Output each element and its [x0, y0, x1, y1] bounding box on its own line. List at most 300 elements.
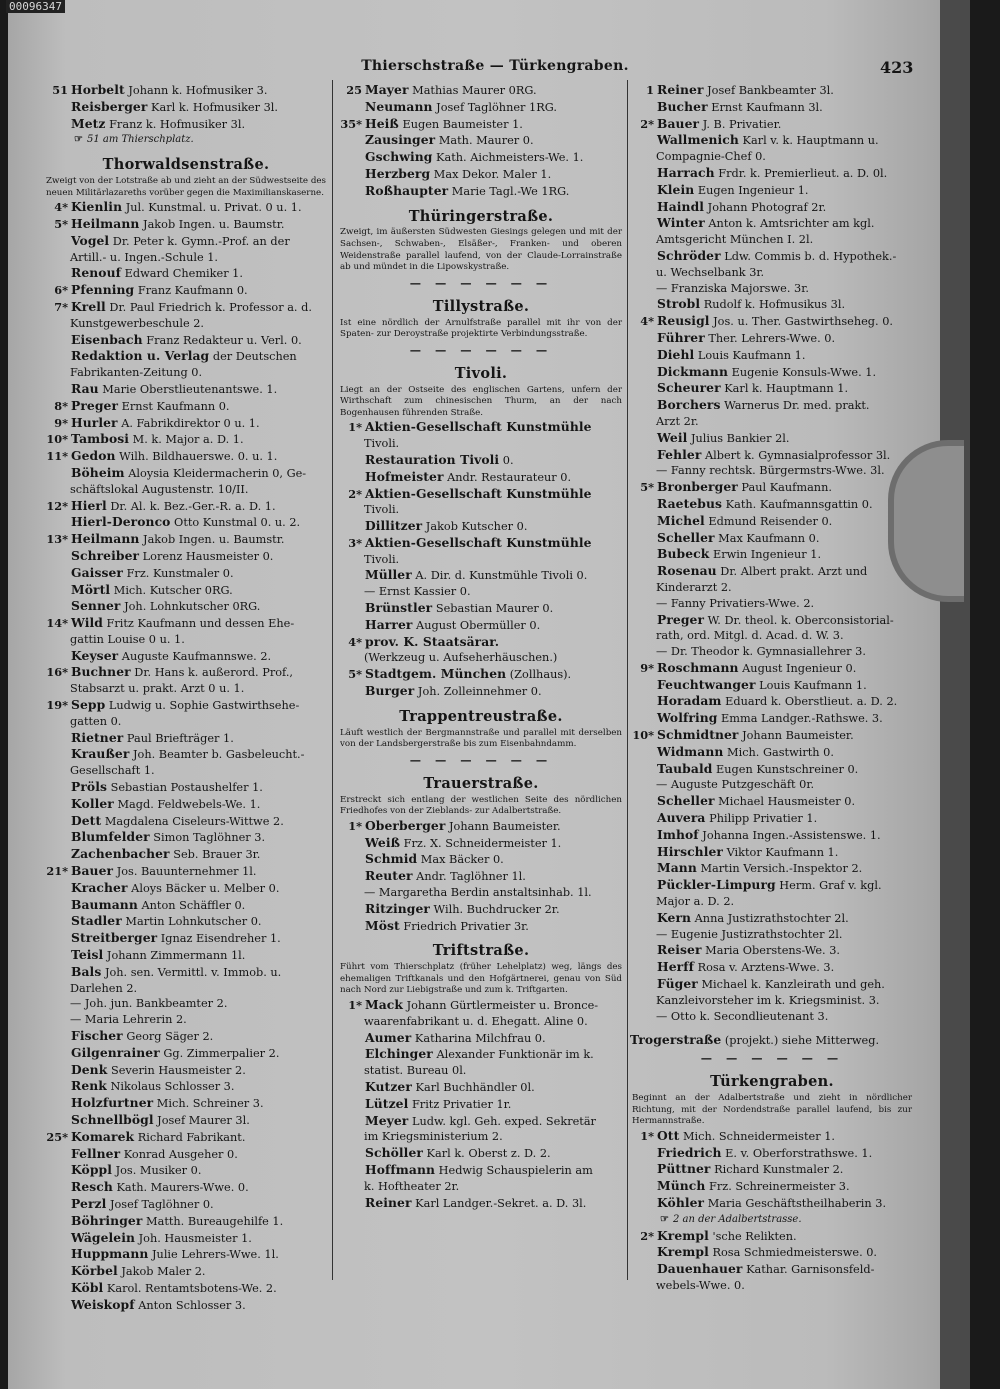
resident-name: Bubeck [657, 546, 710, 562]
directory-entry [338, 851, 624, 868]
resident-name: Neumann [365, 98, 433, 114]
directory-entry [630, 447, 914, 464]
house-number: 19* [46, 698, 68, 713]
street-heading: Trauerstraße. [423, 774, 539, 792]
entry-details: Karl k. Hauptmann 1. [720, 382, 849, 396]
entry-continuation: — Eugenie Justizrathstochter 2l. [656, 927, 843, 941]
entry-details: Wilh. Buchdrucker 2r. [429, 902, 560, 916]
street-heading: Türkengraben. [710, 1073, 834, 1091]
resident-name: Kracher [71, 879, 128, 895]
resident-name: Keyser [71, 647, 119, 663]
entry-details: Sebastian Maurer 0. [432, 602, 554, 616]
resident-name: Aktien-Gesellschaft Kunstmühle [365, 534, 592, 550]
column-divider [332, 80, 333, 1280]
directory-entry [44, 565, 328, 582]
resident-name: Bucher [657, 98, 708, 114]
entry-details: Dr. Albert prakt. Arzt und [716, 565, 868, 579]
directory-entry [44, 648, 328, 665]
resident-name: Krempl [657, 1244, 709, 1260]
entry-details: Ludw. kgl. Geh. exped. Sekretär [408, 1114, 596, 1128]
scan-id-label: 00096347 [6, 0, 65, 13]
resident-name: Feuchtwanger [657, 676, 756, 692]
resident-name: Kraußer [71, 746, 130, 762]
directory-entry [630, 677, 914, 694]
entry-details: Jul. Kunstmal. u. Privat. 0 u. 1. [122, 201, 302, 215]
resident-name: Scheller [657, 529, 715, 545]
entry-details: Hedwig Schauspielerin am [435, 1163, 593, 1177]
entry-details: Jakob Maler 2. [117, 1265, 206, 1279]
page-edge-shadow [940, 0, 970, 1389]
entry-details: Herm. Graf v. kgl. [775, 879, 882, 893]
house-number: 4* [54, 200, 68, 215]
street-heading: Trappentreustraße. [399, 707, 563, 725]
entry-details: Johann Photograf 2r. [704, 200, 827, 214]
resident-name: Brünstler [365, 600, 433, 616]
entry-details: Edward Chemiker 1. [121, 267, 243, 281]
entry-continuation: Kunstgewerbeschule 2. [70, 316, 205, 330]
street-description: Führt vom Thierschplatz (früher Lehelplatz) weg, längs des ehemaligen Triftkanals und den Hofgärtnerei, genau von Süd nach Nord zur Liebigstraße und zum k. Triftgarten. [340, 962, 622, 996]
entry-details: Ernst Kaufmann 0. [118, 399, 230, 413]
entry-details: Gg. Zimmerpalier 2. [159, 1046, 280, 1060]
directory-entry [44, 415, 328, 432]
entry-details: Konrad Ausgeher 0. [120, 1147, 238, 1161]
entry-continuation: — Fanny Privatiers-Wwe. 2. [656, 596, 815, 610]
directory-entry [44, 1028, 328, 1045]
resident-name: Reiser [657, 942, 702, 958]
directory-entry [44, 548, 328, 565]
entry-details: Max Kaufmann 0. [714, 531, 820, 545]
resident-name: Schöller [365, 1145, 423, 1161]
directory-entry [630, 959, 914, 976]
entry-details: Anton Schlosser 3. [134, 1298, 246, 1312]
entry-continuation: (Werkzeug u. Aufseherhäuschen.) [364, 651, 558, 665]
resident-name: Bals [71, 963, 102, 979]
entry-details: Jakob Ingen. u. Baumstr. [139, 533, 285, 547]
house-number: 1* [348, 818, 362, 833]
directory-entry [630, 496, 914, 513]
entry-details: der Deutschen [209, 350, 297, 364]
resident-name: Köbl [71, 1279, 104, 1295]
entry-details: Ther. Lehrers-Wwe. 0. [704, 331, 836, 345]
house-number: 13* [46, 532, 68, 547]
entry-continuation: statist. Bureau 0l. [364, 1064, 467, 1078]
entry-details: Josef Maurer 3l. [153, 1114, 250, 1127]
directory-entry [44, 913, 328, 930]
directory-entry [630, 660, 914, 677]
resident-name: Hirschler [657, 843, 723, 859]
entry-details: Magd. Feldwebels-We. 1. [113, 797, 261, 811]
entry-details: Jakob Ingen. u. Baumstr. [139, 217, 285, 231]
resident-name: Böhringer [71, 1212, 143, 1228]
directory-entry [338, 132, 624, 149]
directory-entry [44, 697, 328, 714]
resident-name: Rietner [71, 729, 124, 745]
entry-details: Franz k. Hofmusiker 3l. [105, 117, 246, 131]
directory-entry [630, 827, 914, 844]
entry-continuation: — Margaretha Berdin anstaltsinhab. 1l. [364, 886, 592, 900]
house-number: 5* [348, 667, 362, 682]
entry-continuation: Darlehen 2. [70, 981, 138, 995]
resident-name: Hurler [71, 414, 118, 430]
entry-details: Joh. Zolleinnehmer 0. [414, 685, 542, 699]
entry-details: Joh. sen. Vermittl. v. Immob. u. [101, 965, 282, 979]
resident-name: prov. K. Staatsärar. [365, 633, 500, 649]
entry-details: Frz. Schreinermeister 3. [705, 1180, 850, 1194]
directory-entry [44, 664, 328, 681]
directory-entry [630, 761, 914, 778]
resident-name: Bauer [71, 863, 114, 879]
entry-details: Warnerus Dr. med. prakt. [720, 399, 870, 413]
resident-name: Hierl [71, 497, 107, 513]
resident-name: Horbelt [71, 82, 125, 97]
entry-details: Frz. Kunstmaler 0. [123, 566, 234, 580]
resident-name: Diehl [657, 346, 695, 362]
directory-entry [44, 381, 328, 398]
resident-name: Huppmann [71, 1246, 149, 1262]
resident-name: Resch [71, 1179, 113, 1195]
resident-name: Pröls [71, 779, 108, 795]
resident-name: Baumann [71, 896, 138, 912]
entry-details: Matth. Bureaugehilfe 1. [142, 1214, 284, 1228]
entry-details: Karl Landger.-Sekret. a. D. 3l. [411, 1196, 587, 1210]
resident-name: Herzberg [365, 165, 431, 181]
directory-entry [44, 498, 328, 515]
resident-name: Heiß [365, 115, 399, 131]
running-head: Thierschstraße — Türkengraben. [361, 58, 629, 74]
house-number: 6* [54, 283, 68, 298]
directory-entry [338, 518, 624, 535]
directory-entry [44, 813, 328, 830]
resident-name: Teisl [71, 947, 104, 963]
directory-entry [630, 1032, 914, 1049]
street-description: Läuft westlich der Bergmannstraße und parallel mit derselben von der Landsbergerstraße bis zum Eisenbahndamm. [340, 727, 622, 750]
resident-name: Führer [657, 329, 705, 345]
entry-details: Mathias Maurer 0RG. [408, 84, 537, 97]
directory-entry [338, 116, 624, 133]
directory-entry [630, 1128, 914, 1145]
entry-details: Karl k. Oberst z. D. 2. [422, 1147, 551, 1161]
house-number: 8* [54, 398, 68, 413]
entry-details: Frz. X. Schneidermeister 1. [400, 836, 562, 850]
resident-name: Köppl [71, 1162, 112, 1178]
directory-entry [338, 183, 624, 200]
resident-name: Winter [657, 215, 705, 231]
entry-details: Mich. Schreiner 3. [153, 1097, 264, 1111]
directory-entry [44, 1162, 328, 1179]
directory-entry [44, 398, 328, 415]
house-number: 1* [640, 1128, 654, 1143]
directory-entry [630, 1161, 914, 1178]
directory-entry [630, 513, 914, 530]
entry-continuation: schäftslokal Augustenstr. 10/II. [70, 482, 249, 496]
resident-name: Zachenbacher [71, 846, 170, 862]
resident-name: Lützel [365, 1095, 409, 1111]
resident-name: Komarek [71, 1128, 135, 1144]
house-number: 25 [346, 83, 362, 97]
directory-entry [630, 910, 914, 927]
directory-entry [630, 710, 914, 727]
entry-details: Rosa v. Arztens-Wwe. 3. [694, 961, 835, 975]
house-number: 7* [54, 299, 68, 314]
entry-details: Anna Justizrathstochter 2l. [691, 911, 849, 925]
entry-continuation: — Auguste Putzgeschäft 0r. [656, 778, 815, 792]
directory-entry [630, 116, 914, 133]
entry-details: Aloysia Kleidermacherin 0, Ge- [124, 466, 307, 480]
entry-details: Math. Maurer 0. [435, 134, 534, 148]
resident-name: Eisenbach [71, 331, 143, 347]
resident-name: Mörtl [71, 581, 111, 597]
entry-continuation: Tivoli. [364, 552, 400, 566]
resident-name: Preger [657, 611, 705, 627]
entry-details: Marie Tagl.-We 1RG. [448, 184, 570, 198]
resident-name: Sepp [71, 697, 106, 713]
resident-name: Elchinger [365, 1046, 433, 1062]
entry-details: Louis Kaufmann 1. [694, 348, 806, 362]
resident-name: Weiß [365, 834, 401, 850]
section-separator: — — — — — — [409, 342, 553, 357]
street-description: Liegt an der Ostseite des englischen Gartens, unfern der Wirthschaft zum chinesischen Thurm, an der nach Bogenhausen führenden Straße. [340, 384, 622, 418]
entry-details: Franz Kaufmann 0. [134, 284, 248, 298]
house-number: 5* [640, 480, 654, 495]
directory-entry [44, 233, 328, 250]
entry-details: Paul Kaufmann. [737, 481, 832, 495]
resident-name: Reusigl [657, 313, 710, 329]
entry-continuation: — Fanny rechtsk. Bürgermstrs-Wwe. 3l. [656, 464, 885, 478]
entry-continuation: Gesellschaft 1. [70, 764, 155, 778]
resident-name: Meyer [365, 1112, 409, 1128]
entry-details: Anton Schäffler 0. [137, 898, 246, 912]
resident-name: Senner [71, 598, 121, 614]
entry-details: Maria Geschäftstheilhaberin 3. [704, 1196, 887, 1210]
directory-entry [44, 1297, 328, 1314]
house-number: 4* [640, 314, 654, 329]
directory-entry [44, 99, 328, 116]
entry-details: Eugenie Konsuls-Wwe. 1. [728, 365, 877, 379]
entry-details: Wilh. Bildhauerswe. 0. u. 1. [115, 450, 278, 464]
entry-details: Ignaz Eisendreher 1. [157, 932, 281, 946]
directory-entry [630, 612, 914, 629]
directory-entry [44, 730, 328, 747]
entry-continuation: waarenfabrikant u. d. Ehegatt. Aline 0. [364, 1014, 588, 1028]
street-description: Zweigt, im äußersten Südwesten Giesings gelegen und mit der Sachsen-, Schwaben-, Elsäßer-, Franken- und oberen Weidenstraße parallel laufend, von der Claude-Lorrainstraße ab und mündet in die Lipowskystraße. [340, 227, 622, 273]
entry-details: (Zollhaus). [506, 668, 572, 682]
resident-name: Münch [657, 1178, 706, 1194]
directory-entry [338, 82, 624, 99]
resident-name: Kutzer [365, 1078, 412, 1094]
resident-name: Püttner [657, 1161, 711, 1177]
directory-entry [44, 598, 328, 615]
directory-entry [630, 199, 914, 216]
directory-entry [338, 452, 624, 469]
resident-name: Schmid [365, 851, 418, 867]
entry-details: Edmund Reisender 0. [704, 514, 833, 528]
directory-entry [630, 844, 914, 861]
directory-entry [44, 332, 328, 349]
entry-details: August Obermüller 0. [412, 618, 541, 632]
resident-name: Schmidtner [657, 727, 739, 743]
entry-details: Friedrich Privatier 3r. [399, 919, 529, 933]
house-number: 10* [46, 432, 68, 447]
resident-name: Horadam [657, 693, 722, 709]
entry-details: Paul Briefträger 1. [123, 731, 234, 745]
resident-name: Friedrich [657, 1144, 722, 1160]
entry-details: Kath. Maurers-Wwe. 0. [112, 1181, 249, 1195]
directory-entry [630, 347, 914, 364]
entry-continuation: Major a. D. 2. [656, 895, 735, 909]
directory-entry [338, 918, 624, 935]
entry-continuation: Tivoli. [364, 437, 400, 451]
directory-entry [338, 868, 624, 885]
resident-name: Wallmenich [657, 132, 739, 148]
entry-details: Eugen Baumeister 1. [398, 117, 523, 131]
resident-name: Fischer [71, 1028, 123, 1044]
directory-entry [338, 1195, 624, 1212]
house-number: 1* [348, 997, 362, 1012]
entry-continuation: — Franziska Majorswe. 3r. [656, 281, 809, 295]
house-number: 5* [54, 216, 68, 231]
entry-continuation: — Dr. Theodor k. Gymnasiallehrer 3. [656, 645, 866, 659]
entry-details: Severin Hausmeister 2. [107, 1063, 246, 1077]
entry-continuation: — Maria Lehrerin 2. [70, 1013, 187, 1027]
resident-name: Pückler-Limpurg [657, 877, 776, 893]
entry-details: Julius Bankier 2l. [687, 431, 790, 445]
directory-entry [338, 818, 624, 835]
resident-name: Bauer [657, 115, 700, 131]
resident-name: Metz [71, 115, 106, 131]
resident-name: Weil [657, 429, 688, 445]
directory-entry [44, 431, 328, 448]
directory-entry [44, 947, 328, 964]
resident-name: Schreiber [71, 547, 140, 563]
page-number: 423 [880, 58, 914, 77]
resident-name: Scheurer [657, 380, 721, 396]
entry-continuation: webels-Wwe. 0. [656, 1278, 745, 1292]
directory-entry [630, 810, 914, 827]
directory-entry [338, 1145, 624, 1162]
street-heading: Thüringerstraße. [408, 207, 554, 225]
cross-reference [630, 1212, 914, 1228]
entry-details: Johann Zimmermann 1l. [103, 949, 246, 963]
entry-details: Viktor Kaufmann 1. [723, 845, 839, 859]
directory-entry [44, 82, 328, 99]
entry-details: Lorenz Hausmeister 0. [139, 549, 274, 563]
directory-entry [44, 1146, 328, 1163]
resident-name: Fehler [657, 446, 702, 462]
resident-name: Gilgenrainer [71, 1044, 160, 1060]
entry-details: Kathar. Garnisonsfeld- [742, 1263, 875, 1277]
resident-name: Oberberger [365, 817, 446, 833]
directory-entry [44, 1129, 328, 1146]
directory-entry [44, 1179, 328, 1196]
resident-name: Dickmann [657, 363, 729, 379]
resident-name: Füger [657, 976, 698, 992]
entry-details: A. Dir. d. Kunstmühle Tivoli 0. [411, 569, 588, 583]
resident-name: Harrer [365, 616, 413, 632]
entry-continuation: Compagnie-Chef 0. [656, 150, 766, 164]
directory-entry [338, 666, 624, 683]
resident-name: Scheller [657, 793, 715, 809]
directory-entry [630, 1244, 914, 1261]
directory-entry [630, 380, 914, 397]
directory-entry [44, 199, 328, 216]
resident-name: Köhler [657, 1194, 705, 1210]
directory-entry [630, 1178, 914, 1195]
entry-details: Otto Kunstmal 0. u. 2. [170, 516, 301, 530]
resident-name: Wolfring [657, 710, 718, 726]
directory-entry [44, 1112, 328, 1129]
entry-details: Dr. Hans k. außerord. Prof., [130, 666, 294, 680]
resident-name: Widmann [657, 743, 724, 759]
resident-name: Kienlin [71, 199, 123, 215]
entry-details: Jos. u. Ther. Gastwirthseheg. 0. [709, 315, 893, 329]
column-2 [338, 82, 624, 1211]
entry-details: Erwin Ingenieur 1. [709, 548, 822, 562]
cross-reference-text: 51 am Thierschplatz. [86, 134, 194, 146]
entry-continuation: Stabsarzt u. prakt. Arzt 0 u. 1. [70, 682, 245, 696]
cross-reference [44, 132, 328, 148]
section-separator: — — — — — — [409, 275, 553, 290]
resident-name: Mayer [365, 82, 409, 97]
entry-continuation: — Otto k. Secondlieutenant 3. [656, 1009, 829, 1023]
house-number: 11* [46, 449, 68, 464]
resident-name: Holzfurtner [71, 1095, 154, 1111]
house-number: 10* [632, 728, 654, 743]
street-description: Erstreckt sich entlang der westlichen Seite des nördlichen Friedhofes von der Zieblands- zur Adalbertstraße. [340, 794, 622, 817]
entry-continuation: Kinderarzt 2. [656, 580, 732, 594]
entry-details: Kath. Kaufmannsgattin 0. [722, 497, 873, 511]
directory-entry [44, 1230, 328, 1247]
resident-name: Roßhaupter [365, 182, 449, 198]
street-heading: Triftstraße. [432, 942, 530, 960]
resident-name: Taubald [657, 760, 713, 776]
entry-details: Johann Baumeister. [445, 819, 561, 833]
house-number: 4* [348, 634, 362, 649]
directory-entry [44, 582, 328, 599]
resident-name: Reiner [365, 1194, 412, 1210]
resident-name: Ritzinger [365, 900, 430, 916]
directory-entry [44, 514, 328, 531]
resident-name: Wägelein [71, 1229, 136, 1245]
directory-entry [630, 248, 914, 265]
entry-continuation: u. Wechselbank 3r. [656, 265, 765, 279]
directory-entry [630, 976, 914, 993]
directory-entry [338, 1079, 624, 1096]
directory-entry [630, 942, 914, 959]
street-description: Zweigt von der Lotstraße ab und zieht an der Südwestseite des neuen Militärlazareths vorüber gegen die Maximilianskaserne. [46, 175, 326, 198]
resident-name: Koller [71, 795, 114, 811]
directory-entry [44, 531, 328, 548]
directory-entry [44, 1213, 328, 1230]
directory-entry [630, 693, 914, 710]
directory-entry [44, 216, 328, 233]
entry-details: Anton k. Amtsrichter am kgl. [704, 217, 875, 231]
entry-details: Andr. Taglöhner 1l. [412, 870, 526, 884]
house-number: 12* [46, 498, 68, 513]
directory-entry [44, 1045, 328, 1062]
directory-entry [630, 296, 914, 313]
directory-entry [630, 1195, 914, 1212]
entry-details: Josef Taglöhner 1RG. [432, 100, 557, 114]
entry-details: Aloys Bäcker u. Melber 0. [127, 881, 280, 895]
column-divider [627, 80, 628, 1280]
entry-details: Eugen Ingenieur 1. [694, 183, 809, 197]
directory-entry [44, 880, 328, 897]
directory-entry [44, 1263, 328, 1280]
directory-entry [338, 99, 624, 116]
resident-name: Körbel [71, 1263, 118, 1279]
entry-details: Mich. Kutscher 0RG. [110, 583, 233, 597]
directory-entry [44, 1095, 328, 1112]
